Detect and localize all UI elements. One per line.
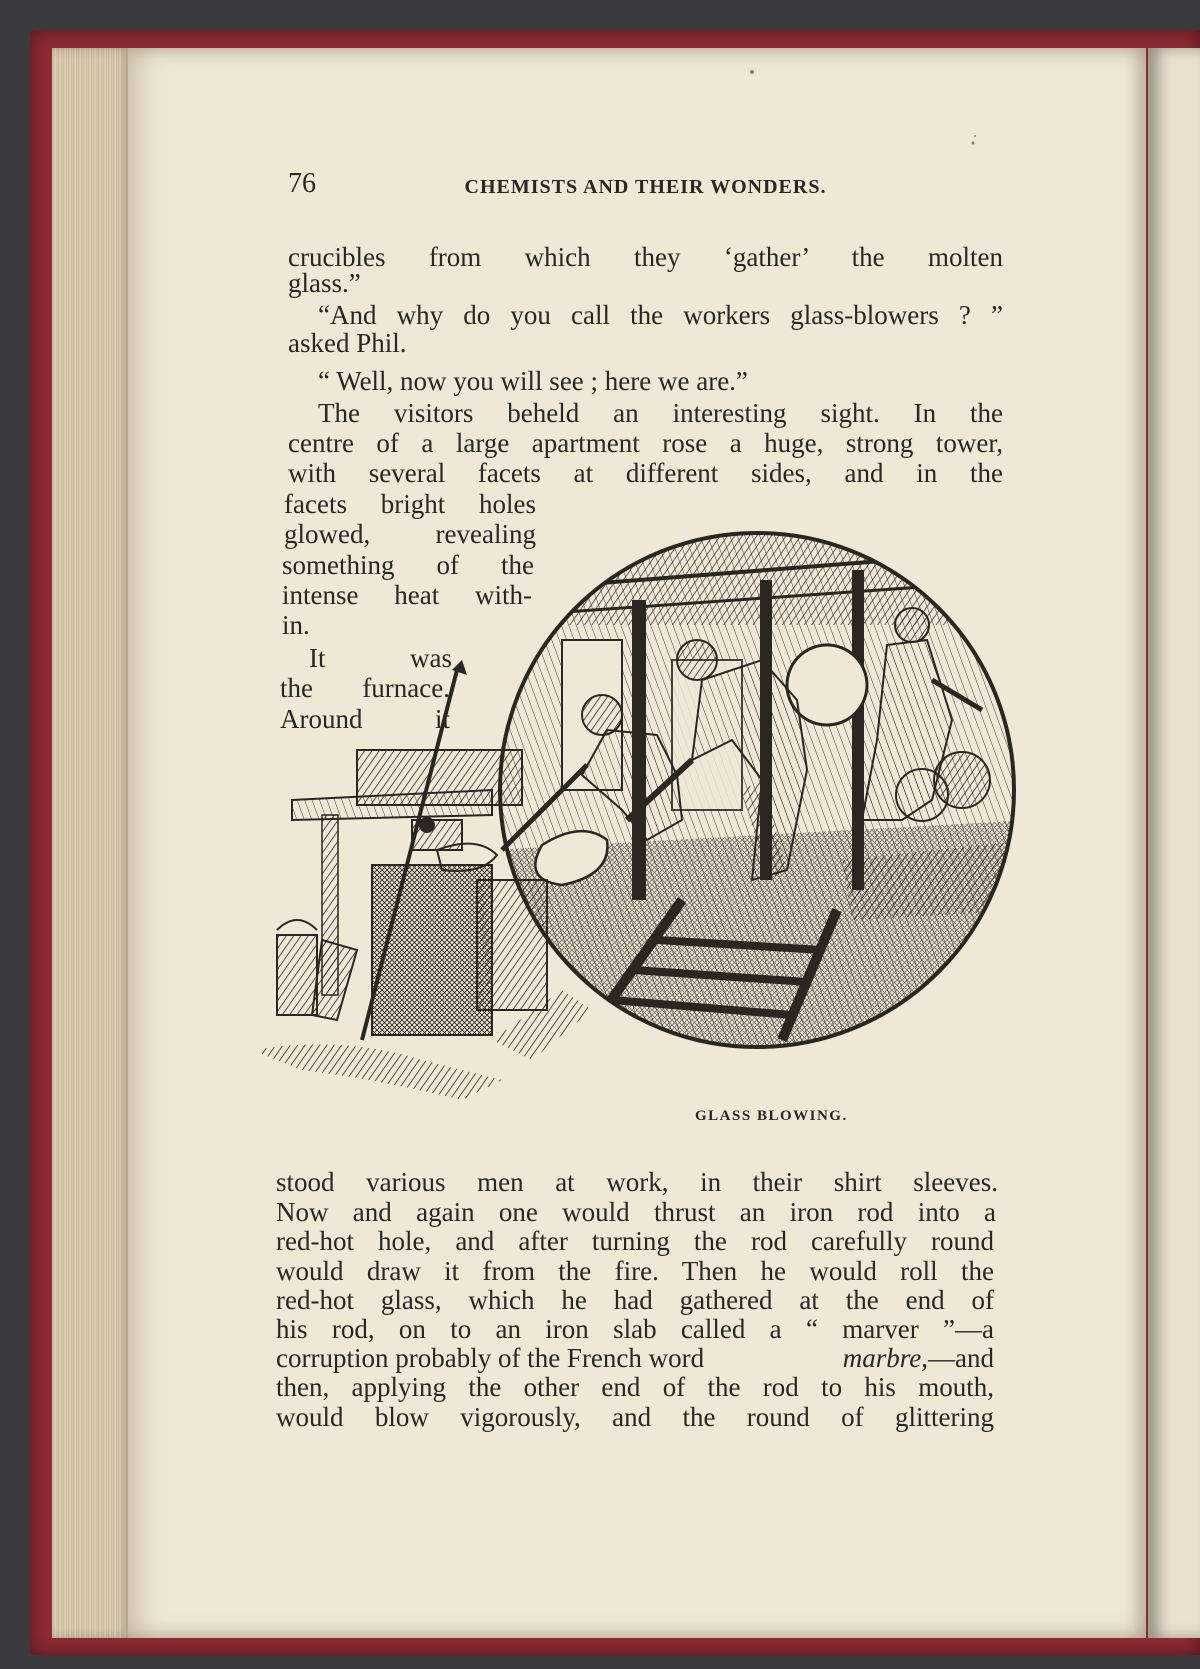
- text-line: in.: [282, 610, 310, 640]
- text-fragment: corruption probably of the French word: [276, 1343, 705, 1373]
- running-head: CHEMISTS AND THEIR WONDERS.: [464, 176, 827, 198]
- text-line: with several facets at different sides, and in the: [288, 458, 1003, 488]
- text-line: facets bright holes: [284, 489, 536, 519]
- text-line: The visitors beheld an interesting sight. In the: [318, 398, 1003, 428]
- text-line: would draw it from the fire. Then he would roll the: [276, 1256, 994, 1286]
- text-line: centre of a large apartment rose a huge, strong tower,: [288, 428, 1003, 458]
- text-line: “ Well, now you will see ; here we are.”: [318, 366, 748, 396]
- text-line: crucibles from which they ‘gather’ the molten: [288, 242, 1003, 272]
- text-line: would blow vigorously, and the round of glittering: [276, 1402, 994, 1432]
- illustration-caption: GLASS BLOWING.: [695, 1108, 848, 1124]
- text-line: It was: [309, 643, 452, 673]
- text-line: glowed, revealing: [284, 519, 536, 549]
- page-number: 76: [288, 168, 316, 199]
- text-line: Now and again one would thrust an iron rod into a: [276, 1197, 996, 1227]
- italic-word: marbre,: [842, 1343, 929, 1373]
- text-line: “And why do you call the workers glass-blowers ? ”: [318, 300, 1003, 330]
- text-line: red-hot hole, and after turning the rod carefully round: [276, 1226, 994, 1256]
- text-line: glass.”: [288, 268, 361, 298]
- text-line: his rod, on to an iron slab called a “ marver ”—a: [276, 1314, 994, 1344]
- text-line: then, applying the other end of the rod to his mouth,: [276, 1372, 994, 1402]
- text-line: Around it: [280, 704, 450, 734]
- text-line: the furnace.: [280, 673, 450, 703]
- text-line: intense heat with-: [282, 580, 532, 610]
- text-fragment: —and: [928, 1343, 994, 1373]
- text-line: something of the: [282, 550, 534, 580]
- text-line: red-hot glass, which he had gathered at the end of: [276, 1285, 994, 1315]
- text-line: asked Phil.: [288, 328, 407, 358]
- text-line: stood various men at work, in their shirt sleeves.: [276, 1167, 998, 1197]
